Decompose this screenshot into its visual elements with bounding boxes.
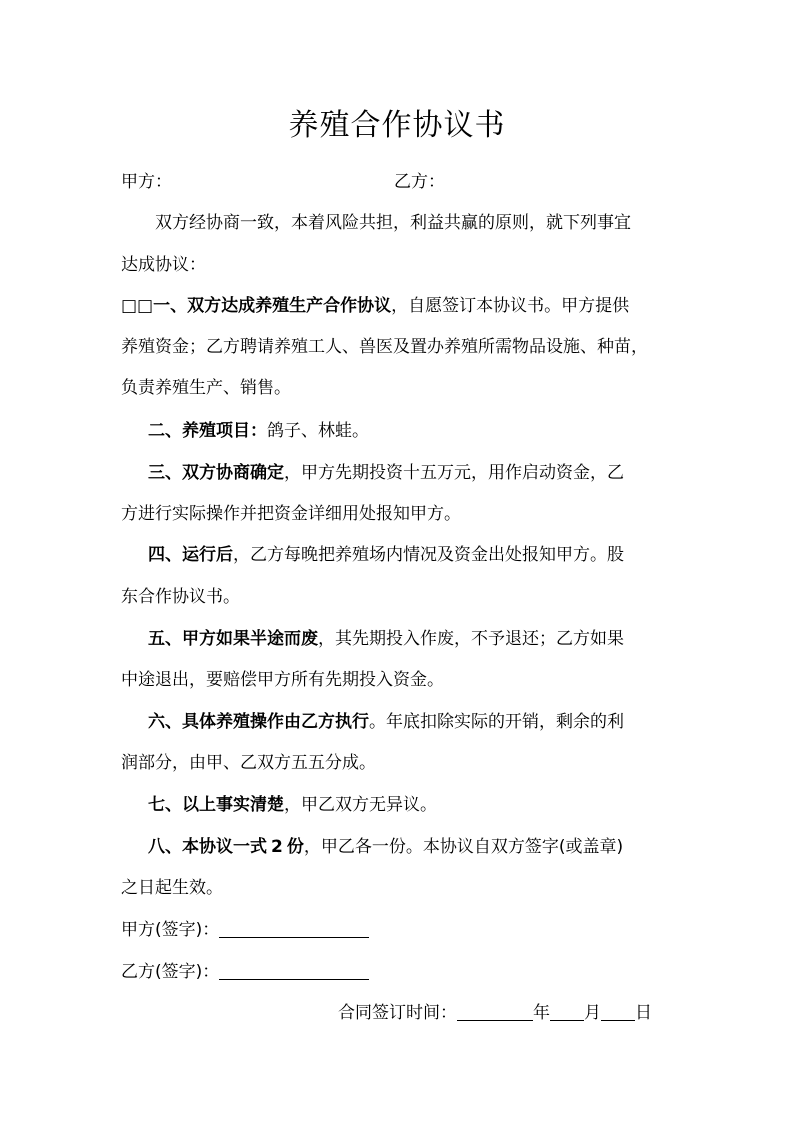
clause-5-line-1 [121,626,681,652]
parties-row [121,169,681,195]
month-blank[interactable] [550,1002,584,1021]
clause-7-heading: 七、以上事实清楚 [148,795,284,815]
intro-line-2: 达成协议： [121,255,206,275]
clause-8-heading: 八、本协议一式 [148,837,267,857]
day-blank[interactable] [601,1002,635,1021]
day-label: 日 [635,1003,652,1023]
month-label: 月 [584,1003,601,1023]
clause-6-line-1 [121,709,681,735]
clause-2-heading: 二、养殖项目： [148,421,267,441]
clause-8-heading-2: 份 [286,837,304,857]
signature-b-row [121,959,681,985]
clause-5-line-2: 中途退出，要赔偿甲方所有先期投入资金。 [121,670,444,690]
clause-1-text-1: ，自愿签订本协议书。甲方提供 [391,296,630,316]
clause-7-text: ，甲乙双方无异议。 [284,795,437,815]
clause-1-line-3: 负责养殖生产、销售。 [121,378,291,398]
clause-3-line-2: 方进行实际操作并把资金详细用处报知甲方。 [121,504,461,524]
signing-date-row [338,1000,678,1026]
placeholder-squares: □□ [121,296,154,316]
clause-1-line-2: 养殖资金；乙方聘请养殖工人、兽医及置办养殖所需物品设施、种苗， [121,337,648,357]
clause-4-heading: 四、运行后 [148,545,233,565]
signature-a-line[interactable] [219,919,369,938]
clause-7 [121,792,681,818]
clause-6-text-1: 。年底扣除实际的开销，剩余的利 [369,712,624,732]
clause-1-line-1 [121,293,681,319]
signature-b-line[interactable] [219,961,369,980]
clause-6-heading: 六、具体养殖操作由乙方执行 [148,712,369,732]
intro-line-1: 双方经协商一致，本着风险共担，利益共赢的原则，就下列事宜 [155,213,631,233]
clause-8-line-1 [121,834,681,860]
year-blank[interactable] [457,1002,533,1021]
clause-3-heading: 三、双方协商确定 [148,463,284,483]
clause-8-text-1: ，甲乙各一份。本协议自双方签字(或盖章) [303,837,624,857]
clause-8-line-2: 之日起生效。 [121,878,223,898]
signature-b-label: 乙方(签字)： [121,962,220,982]
clause-4-text-1: ，乙方每晚把养殖场内情况及资金出处报知甲方。股 [233,545,624,565]
party-b-label: 乙方： [394,172,445,192]
clause-3-line-1 [121,460,681,486]
clause-5-text-1: ，其先期投入作废，不予退还；乙方如果 [318,629,624,649]
date-label: 合同签订时间： [338,1003,457,1023]
document-title: 养殖合作协议书 [288,108,506,143]
year-label: 年 [533,1003,550,1023]
copy-count: 2 [271,837,283,857]
clause-5-heading: 五、甲方如果半途而废 [148,629,318,649]
signature-a-row [121,917,681,943]
signature-a-label: 甲方(签字)： [121,920,220,940]
clause-3-text-1: ，甲方先期投资十五万元，用作启动资金，乙 [284,463,624,483]
clause-6-line-2: 润部分，由甲、乙双方五五分成。 [121,753,376,773]
clause-4-line-1 [121,542,681,568]
clause-1-heading: 一、双方达成养殖生产合作协议 [153,296,392,316]
clause-4-line-2: 东合作协议书。 [121,587,240,607]
party-a-label: 甲方： [121,172,172,192]
clause-2 [121,418,681,444]
clause-2-text: 鸽子、林蛙。 [267,421,369,441]
